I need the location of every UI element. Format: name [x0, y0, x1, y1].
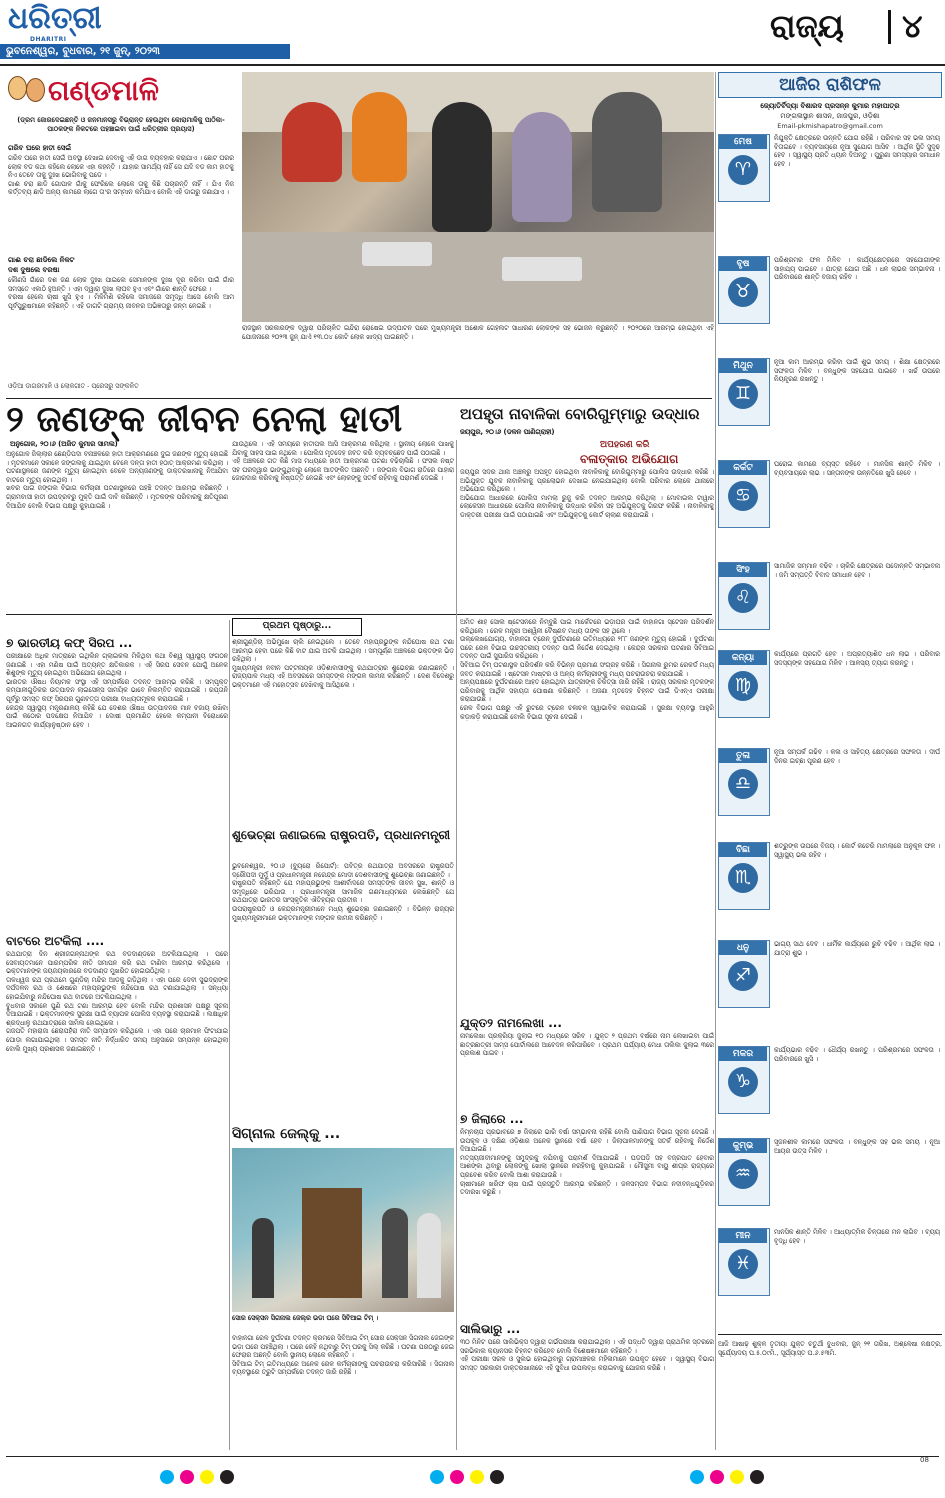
- horoscope-address: ମଙ୍ଗଳାସ୍ଥାନ ଶାସନ, ଜାଜପୁର, ଓଡ଼ିଶା: [780, 112, 880, 120]
- registration-mark-magenta: [710, 1470, 724, 1484]
- continuation-col3-top: ଅମିତ ଶାହ ସୋଲ ଷ୍ଟେସନରେ ନିମ୍ବୁଛି ପାଇ ମାର୍କେଟରେ ଭଡ଼ାଘର ପାଇଁ ବାହାନଗା ସ୍ଟେସନ ପରିଦର୍ଶନ କରିଥିଲେ । ରେଳ ମନ୍ତ୍ରୀ ଅଶ୍ୱିନୀ ବୈଷ୍ଣବ ମଧ୍ୟ ତାଙ୍କ ସହ ଥିଲେ । ଉଲ୍ଲେଖଯୋଗ୍ୟ, ବାହାନଗା ଟ୍ରେନ୍ ଦୁର୍ଘଟଣାରେ ଇତିମଧ୍ୟରେ ୨୮୮ ଜଣଙ୍କ ମୃତ୍ୟୁ ହୋଇଛି । ଦୁର୍ଘଟଣା ପରେ ରେଳ ବିଭାଗ ଉଚ୍ଚସ୍ତରୀୟ ତଦନ୍ତ ପାଇଁ ନିର୍ଦ୍ଦେଶ ଦେଇଥିଲା । କେନ୍ଦ୍ର ସରକାର ଘଟଣାର ସିବିଆଇ ତଦନ୍ତ ପାଇଁ ସୁପାରିସ କରିଥିଲେ । ସିବିଆଇ ଟିମ୍ ଘଟଣାସ୍ଥଳ ପରିଦର୍ଶନ କରି ବିଭିନ୍ନ ପ୍ରମାଣ ସଂଗ୍ରହ କରିଛି । ସିଗନାଲ ରୁମର ରେକର୍ଡ ମଧ୍ୟ ଜବତ କରାଯାଇଛି । ଷ୍ଟେସନ ମାଷ୍ଟର ଓ ଅନ୍ୟ କର୍ମଚାରୀଙ୍କୁ ମଧ୍ୟ ପଚରାଉଚରା କରାଯାଇଛି । ଅନ୍ୟପକ୍ଷରେ ଦୁର୍ଘଟଣାରେ ଆହତ ହୋଇଥିବା ଯାତ୍ରୀଙ୍କ ଚିକିତ୍ସା ଜାରି ରହିଛି । ରାଜ୍ୟ ସରକାର ମୃତକଙ୍କ ପରିବାରକୁ ଆର୍ଥିକ ସହାୟତା ଘୋଷଣା କରିଛନ୍ତି । ଅଜଣା ମୃତଦେହ ଚିହ୍ନଟ ପାଇଁ ଡିଏନ୍ଏ ପରୀକ୍ଷା କରାଯାଉଛି । ରେଳ ବିଭାଗ ପକ୍ଷରୁ ଏହି ରୁଟରେ ଟ୍ରେନ ଚଳାଚଳ ସ୍ୱାଭାବିକ କରାଯାଇଛି । ସୁରକ୍ଷା ବ୍ୟବସ୍ଥା ଆହୁରି କଡ଼ାକଡ଼ି କରାଯାଇଛି ବୋଲି ବିଭାଗ ସୂଚନା ଦେଇଛି ।: [460, 618, 714, 721]
- joint-entrance-body: ନାମଲେଖା ପ୍ରକ୍ରିୟା ଜୁଲାଇ ୧୦ ମଧ୍ୟରେ ସରିବ । ଯୁକ୍ତ ୨ ପ୍ରଥମ ବର୍ଷରେ ନାମ ଲେଖାଇବା ପାଇଁ ଛାତ୍ରଛାତ୍ରୀ ସାମ୍ସ ପୋର୍ଟାଲରେ ଆବେଦନ କରିପାରିବେ । ପ୍ରଥମ ପର୍ଯ୍ୟାୟ ମେଧା ତାଲିକା ଜୁଲାଇ ୩ରେ ପ୍ରକାଶ ପାଇବ ।: [460, 1032, 714, 1058]
- sign-box: [718, 940, 770, 1008]
- cm-meal-photo: [242, 72, 714, 322]
- column-separator: [229, 620, 230, 1450]
- sign-name: ସିଂହ: [719, 563, 767, 577]
- lead-headline: ୨ ଜଣଙ୍କ ଜୀବନ ନେଲା ହାତୀ: [6, 399, 403, 440]
- sign-name: ମକର: [719, 1047, 767, 1061]
- dateline-bar: [0, 44, 290, 59]
- blocked-heading: ବାଟରେ ଅଟକିଲା ....: [6, 934, 105, 948]
- sign-row: [718, 562, 940, 658]
- sign-forecast: ଘରୋଇ କାମରେ ବ୍ୟସ୍ତ ରହିବେ । ମାନସିକ ଶାନ୍ତି ମିଳିବ । ବ୍ୟବସାୟରେ ଲାଭ । ସନ୍ତାନଙ୍କ ଉନ୍ନତିରେ ଖୁସି ହେବେ ।: [774, 460, 940, 477]
- sign-forecast: ନୂଆ ସମ୍ପର୍କ ଗଢିବ । କଳା ଓ ସାହିତ୍ୟ କ୍ଷେତ୍ରରେ ସଫଳତା । ଦୀର୍ଘ ଦିନର ଇଚ୍ଛା ପୂରଣ ହେବ ।: [774, 748, 940, 765]
- sign-name: ମୀନ: [719, 1229, 767, 1243]
- sign-name: ବିଛା: [719, 843, 767, 857]
- gandamali-body-2: କୌଣସି ଗାଁରେ ଦଶ ଜଣ ଲୋକ ଦୁଃଖ ପାଇଲେ ସେମାନଙ୍କ ଦୁଃଖ ଦୂର କରିବା ପାଇଁ ଗାଁର ସମସ୍ତେ ଏକାଠି ହୁଅନ୍ତି । ଏହା ଦ୍ୱାରା ଦୁଃଖ ଲାଘବ ହୁଏ ଏବଂ ଗାଁରେ ଶାନ୍ତି ଫେରେ । ବରଷା ହେଲେ ଚାଷୀ ଖୁସି ହୁଏ । ମିଳିମିଶି ରହିଲେ ସମାଜରେ ସମୃଦ୍ଧି ଆସେ ବୋଲି ଆମ ପୂର୍ବପୁରୁଷମାନେ କହିଛନ୍ତି । ଏହି ଡାଗଟି ଗ୍ରାମ୍ୟ ଜୀବନର ଅଭିଜ୍ଞତାରୁ ଜନ୍ମ ନେଇଛି ।: [8, 276, 234, 310]
- second-body: ଜୟପୁର ସଦର ଥାନା ଅଞ୍ଚଳରୁ ଅପହୃତ ହୋଇଥିବା ନାବାଳିକାକୁ ବୋରିଗୁମ୍ମାରୁ ପୋଲିସ ଉଦ୍ଧାର କରିଛି । ଅଭିଯୁକ୍ତ ଯୁବକ ନାବାଳିକାକୁ ପ୍ରଲୋଭନ ଦେଖାଇ ନେଇଯାଇଥିଲା ବୋଲି ପରିବାର ଲୋକେ ଥାନାରେ ଅଭିଯୋଗ କରିଥିଲେ । ଅଭିଯୋଗ ଆଧାରରେ ପୋଲିସ ମାମଲା ରୁଜୁ କରି ତଦନ୍ତ ଆରମ୍ଭ କରିଥିଲା । ମୋବାଇଲ ଟାୱାର ଲୋକେସନ ଆଧାରରେ ପୋଲିସ ନାବାଳିକାକୁ ଉଦ୍ଧାର କରିବା ସହ ଅଭିଯୁକ୍ତକୁ ଗିରଫ କରିଛି । ନାବାଳିକାକୁ ଡାକ୍ତରୀ ପରୀକ୍ଷା ପାଇଁ ପଠାଯାଇଛି ଏବଂ ଅଭିଯୁକ୍ତକୁ କୋର୍ଟ ଚାଲାଣ କରାଯାଇଛି ।: [460, 468, 714, 519]
- registration-mark-black: [750, 1470, 764, 1484]
- sign-box: [718, 1138, 770, 1206]
- horoscope-astrologer: ଜ୍ୟୋତିର୍ବିଦ୍ୟା ବିଶାରଦ ପ୍ରସନ୍ନ କୁମାର ମହାପାତ୍ର: [760, 102, 900, 110]
- sign-box: [718, 256, 770, 324]
- registration-mark-yellow: [470, 1470, 484, 1484]
- libra-icon: ♎: [728, 769, 758, 799]
- gemini-icon: ♊: [728, 379, 758, 409]
- sign-box: [718, 1228, 770, 1296]
- seven-district-heading: ୭ ଜିଲାରେ ...: [460, 1112, 524, 1126]
- greetings-heading: ଶୁଭେଚ୍ଛା ଜଣାଇଲେ ରାଷ୍ଟ୍ରପତି, ପ୍ରଧାନମନ୍ତ୍ରୀ: [232, 828, 451, 842]
- panchang-divider: [718, 1334, 942, 1335]
- footer-rule: [6, 1456, 939, 1457]
- aquarius-icon: ♒: [728, 1159, 758, 1189]
- lead-dateline: ଅନୁଗୋଳ, ୨୦।୬ (ଅଜିତ କୁମାର ସାମଲ): [10, 440, 118, 448]
- seven-district-body: ନିମ୍ନଚାପ ପ୍ରଭାବରେ ୭ ଜିଲାରେ ଭାରି ବର୍ଷା ସମ୍ଭାବନା ରହିଛି ବୋଲି ପାଣିପାଗ ବିଭାଗ ସୂଚନା ଦେଇଛି । ଉପକୂଳ ଓ ଦକ୍ଷିଣ ଓଡ଼ିଶାର ଅନେକ ସ୍ଥାନରେ ବର୍ଷା ହେବ । ଜିଲାପାଳମାନଙ୍କୁ ସତର୍କ ରହିବାକୁ ନିର୍ଦ୍ଦେଶ ଦିଆଯାଇଛି । ମତ୍ସ୍ୟଜୀବୀମାନଙ୍କୁ ସମୁଦ୍ରକୁ ନଯିବାକୁ ପରାମର୍ଶ ଦିଆଯାଇଛି । ଘଡ଼ଘଡ଼ି ସହ ବଜ୍ରପାତ ହେବାର ଆଶଙ୍କା ଥିବାରୁ ଲୋକଙ୍କୁ ଖୋଲା ସ୍ଥାନରେ ନରହିବାକୁ କୁହାଯାଇଛି । ମୌସୁମୀ ବାୟୁ ଶୀଘ୍ର ରାଜ୍ୟରେ ପ୍ରବେଶ କରିବ ବୋଲି ଆଶା କରାଯାଉଛି । ଚାଷୀମାନେ ଖରିଫ ଚାଷ ପାଇଁ ପ୍ରସ୍ତୁତି ଆରମ୍ଭ କରିଛନ୍ତି । ଜଳସମ୍ପଦ ବିଭାଗ ନଦୀବନ୍ଧଗୁଡ଼ିକର ତଦାରଖ କରୁଛି ।: [460, 1128, 714, 1197]
- sign-name: ତୁଳା: [719, 749, 767, 763]
- sign-forecast: ସାମାଜିକ ସମ୍ମାନ ବଢିବ । ଚାକିରି କ୍ଷେତ୍ରରେ ପଦୋନ୍ନତି ସମ୍ଭାବନା । ଜମି ସମ୍ପତ୍ତି ବିବାଦ ସମାଧାନ ହେବ ।: [774, 562, 940, 579]
- registration-mark-cyan: [160, 1470, 174, 1484]
- dateline: ଭୁବନେଶ୍ୱର, ବୁଧବାର, ୨୧ ଜୁନ୍, ୨୦୨୩: [6, 46, 160, 57]
- sign-forecast: ସୃଜନଶୀଳ କାମରେ ସଫଳତା । ବନ୍ଧୁଙ୍କ ସହ ଭଲ ସମୟ । ନୂଆ ଆୟର ଉତ୍ସ ମିଳିବ ।: [774, 1138, 940, 1155]
- signal-heading: ସିଗ୍ନାଲ ଜେଲ୍‌କୁ ...: [232, 1126, 341, 1142]
- sign-forecast: ପରିଶ୍ରମର ଫଳ ମିଳିବ । କାର୍ଯ୍ୟକ୍ଷେତ୍ରରେ ସହଯୋଗୀଙ୍କ ସାହାଯ୍ୟ ପାଇବେ । ଯାତ୍ରା ଯୋଗ ଅଛି । ଧନ ଲାଭର ସମ୍ଭାବନା । ପରିବାରରେ ଶାନ୍ତି ବଜାୟ ରହିବ ।: [774, 256, 940, 282]
- sign-row: [718, 1046, 940, 1142]
- sign-box: [718, 562, 770, 630]
- registration-mark-magenta: [450, 1470, 464, 1484]
- paper-name-latin: DHARITRI: [30, 36, 67, 43]
- sign-row: [718, 358, 940, 454]
- sign-row: [718, 256, 940, 352]
- signal-body: ବାହାନଗା ରେଳ ଦୁର୍ଘଟଣା ତଦନ୍ତ କ୍ରମରେ ସିବିଆଇ ଟିମ୍ ସୋର ସେକ୍ସନ ସିଗନାଲ ଜେଇଙ୍କ ଭଡ଼ା ଘରେ ପହଞ୍ଚିଥିଲା । ଘରେ କେହି ନଥିବାରୁ ଟିମ୍ ଘରକୁ ସିଲ୍ କରିଛି । ଘଟଣା ପରଠାରୁ ଜେଇ ଫେରାର ଅଛନ୍ତି ବୋଲି ସ୍ଥାନୀୟ ଲୋକେ କହିଛନ୍ତି । ସିବିଆଇ ଟିମ୍ ଇତିମଧ୍ୟରେ ଅନେକ ରେଳ କର୍ମଚାରୀଙ୍କୁ ପଚରାଉଚରା କରିସାରିଛି । ସିଗନାଲ ବ୍ୟବସ୍ଥାରେ ତ୍ରୁଟି ସମ୍ପର୍କରେ ତଦନ୍ତ ଜାରି ରହିଛି ।: [232, 1334, 454, 1377]
- sign-box: [718, 134, 770, 202]
- sign-name: ମିଥୁନ: [719, 359, 767, 373]
- masthead-rule: [0, 64, 945, 66]
- sign-box: [718, 1046, 770, 1114]
- section-divider: [888, 10, 891, 44]
- registration-mark-cyan: [430, 1470, 444, 1484]
- blocked-body: ରଥଯାତ୍ରା ଦିନ ଶ୍ରୀଜଗନ୍ନାଥଙ୍କ ରଥ ବଡଦାଣ୍ଡରେ ଅଟକିଯାଇଥିଲା । ପରେ ସେବାୟତମାନେ ପାରମ୍ପରିକ ନୀତି ସମାପନ କରି ରଥ ଟାଣିବା ଆରମ୍ଭ କରିଥିଲେ । ଭକ୍ତମାନଙ୍କ ଜୟଜୟକାରରେ ବଡଦାଣ୍ଡ ମୁଖରିତ ହୋଇଉଠିଥିଲା । ତାଳଧ୍ୱଜ ରଥ ପ୍ରଥମେ ଗୁଣ୍ଡିଚା ମନ୍ଦିର ଆଡ଼କୁ ଗଡ଼ିଥିଲା । ଏହା ପରେ ଦେବୀ ସୁଭଦ୍ରାଙ୍କ ଦର୍ପଦଳନ ରଥ ଓ ଶେଷରେ ମହାପ୍ରଭୁଙ୍କ ନନ୍ଦିଘୋଷ ରଥ ଟଣାଯାଇଥିଲା । ସନ୍ଧ୍ୟା ହୋଇଯିବାରୁ ନନ୍ଦିଘୋଷ ରଥ ବାଟରେ ଅଟକିଯାଇଥିଲା । ବୁଧବାର ସକାଳେ ପୁଣି ରଥ ଟଣା ଆରମ୍ଭ ହେବ ବୋଲି ମନ୍ଦିର ପ୍ରଶାସନ ପକ୍ଷରୁ ସୂଚନା ଦିଆଯାଇଛି । ଭକ୍ତମାନଙ୍କ ସୁରକ୍ଷା ପାଇଁ ବ୍ୟାପକ ପୋଲିସ ବ୍ୟବସ୍ଥା କରାଯାଇଛି । ଲକ୍ଷାଧିକ ଶ୍ରଦ୍ଧାଳୁ ରଥଯାତ୍ରାରେ ସାମିଲ ହୋଇଥିଲେ । ଗଜପତି ମହାରାଜା ଛେରାପହଁରା ନୀତି ସମ୍ପାଦନ କରିଥିଲେ । ଏହା ପରେ ଚାରମାଳ ଫିଟାଯାଇ ଘୋଡ଼ା ଲଗାଯାଇଥିଲା । ସମସ୍ତ ନୀତି ନିର୍ଦ୍ଧାରିତ ସମୟ ଅନୁସାରେ ସମ୍ପନ୍ନ ହୋଇଥିଲା ବୋଲି ମୁଖ୍ୟ ପ୍ରଶାସକ ଜଣାଇଛନ୍ତି ।: [6, 950, 228, 1053]
- capricorn-icon: ♑: [728, 1067, 758, 1097]
- section-title: ରାଜ୍ୟ: [770, 7, 844, 45]
- paper-logo: [8, 2, 118, 38]
- salibhara-body: ୩୦ ମିନିଟ ପରେ ସାଲିଭିକ୍ସ ଦ୍ୱାରା ଗର୍ଭପରୀକ୍ଷା କରାଯାଇଥିଲା । ଏହି ପଦ୍ଧତି ଦ୍ୱାରା ପ୍ରାଥମିକ ସ୍ତରରେ ସରଭିକାଲ କ୍ୟାନସର ଚିହ୍ନଟ କରିହେବ ବୋଲି ବିଶେଷଜ୍ଞମାନେ କହିଛନ୍ତି । ଏହି ପରୀକ୍ଷା ସରଳ ଓ ସୁଲଭ ହୋଇଥିବାରୁ ଗ୍ରାମାଞ୍ଚଳର ମହିଳାମାନେ ଉପକୃତ ହେବେ । ସ୍ୱାସ୍ଥ୍ୟ ବିଭାଗ ସମସ୍ତ ସରକାରୀ ଡାକ୍ତରଖାନାରେ ଏହି ସୁବିଧା ଉପଲବ୍ଧ କରାଇବାକୁ ଯୋଜନା କରିଛି ।: [460, 1338, 714, 1372]
- gandamali-column: [6, 72, 236, 397]
- cough-syrup-body: ପରୀକ୍ଷାରେ ଅଧିକ ମାତ୍ରାରେ ଇଥିଲିନ ଗ୍ଲାଇକଲ ମିଳିଥିବା କଥା ବିଶ୍ୱ ସ୍ୱାସ୍ଥ୍ୟ ସଂଗଠନ ଜଣାଇଛି । ଏହା ମଣିଷ ପାଇଁ ଅତ୍ୟନ୍ତ କ୍ଷତିକାରକ । ଏହି ସିରପ ସେବନ ଯୋଗୁଁ ଅନେକ ଶିଶୁଙ୍କ ମୃତ୍ୟୁ ହୋଇଥିବା ଅଭିଯୋଗ ହୋଇଥିଲା । ଭାରତର ଔଷଧ ନିୟାମକ ସଂସ୍ଥା ଏହି ସମ୍ପର୍କରେ ତଦନ୍ତ ଆରମ୍ଭ କରିଛି । ସମ୍ପୃକ୍ତ କମ୍ପାନୀଗୁଡ଼ିକର ଉତ୍ପାଦନ ଲାଇସେନ୍ସ ସାମୟିକ ଭାବେ ନିଲମ୍ବିତ କରାଯାଇଛି । ରପ୍ତାନି ପୂର୍ବରୁ ସମସ୍ତ କଫ୍ ସିରପର ଗୁଣବତ୍ତା ପରୀକ୍ଷା ବାଧ୍ୟତାମୂଳକ କରାଯାଇଛି । କେନ୍ଦ୍ର ସ୍ୱାସ୍ଥ୍ୟ ମନ୍ତ୍ରଣାଳୟ କହିଛି ଯେ ଦେଶର ଔଷଧ ଉତ୍ପାଦନର ମାନ ବଜାୟ ରଖିବା ପାଇଁ କଠୋର ପଦକ୍ଷେପ ନିଆଯିବ । ଦୋଷୀ ପ୍ରମାଣିତ ହେଲେ କମ୍ପାନୀ ବିରୋଧରେ ଆଇନଗତ କାର୍ଯ୍ୟାନୁଷ୍ଠାନ ହେବ ।: [6, 652, 228, 729]
- gandamali-title: ଗଣ୍ଡମାଳି: [48, 74, 159, 107]
- second-dateline: ଜୟପୁର, ୨୦।୬ (ଡଳନ ପାଣିଗ୍ରାହୀ): [460, 428, 555, 436]
- signal-photo: [232, 1148, 454, 1312]
- second-kicker: ଅପହରଣ କରି: [600, 440, 650, 450]
- column-separator: [715, 72, 716, 1450]
- gandamali-sub1: ଗରିବ ଘରେ ହାତୀ ସେଇଁ: [8, 144, 72, 152]
- second-headline: ଅପହୃତା ନାବାଳିକା ବୋରିଗୁମ୍ମାରୁ ଉଦ୍ଧାର: [460, 405, 700, 423]
- aries-icon: ♈: [728, 155, 758, 185]
- virgo-icon: ♍: [728, 671, 758, 701]
- sign-row: [718, 650, 940, 746]
- footer-bar: [0, 1456, 945, 1498]
- section-label: [770, 6, 940, 52]
- sign-box: [718, 358, 770, 426]
- second-subhead: ବଳାତ୍କାର ଅଭିଯୋଗ: [580, 452, 679, 466]
- sign-row: [718, 842, 940, 938]
- sign-box: [718, 650, 770, 718]
- masthead: [0, 0, 945, 68]
- gandamali-intro: (ଡ୍ରମ ଜୋରଦେଇଛନ୍ତି ଓ ଜନମାନସରୁ ବିଭ୍ରାନ୍ତ ହେଉଥିବା କୋରାମାଳିକୁ ପାଠିକା-ପାଠକଙ୍କ ନିକଟରେ ପହଞ୍ଚାଇବା ପାଇଁ ଧରିତ୍ରୀର ପ୍ରୟାସ): [17, 116, 225, 133]
- leo-icon: ♌: [728, 583, 758, 613]
- sign-row: [718, 1228, 940, 1324]
- column-separator: [456, 440, 457, 1450]
- gandamali-sub2: ଗାଈ ଚରା ଛାଡିଲେ ନିକଟ: [8, 256, 75, 264]
- lead-body-col2: ଯାଉଥିଲେ । ଏହି ସମୟରେ ହାତୀପଲ ଆସି ଆକ୍ରମଣ କରିଥିଲା । ସ୍ଥାନୀୟ ଲୋକେ ପାଖକୁ ଯିବାକୁ ସାହସ ପାଇ ନଥିଲେ । ପୋଲିସ ମୃତଦେହ ଜବତ କରି ବ୍ୟବଚ୍ଛେଦ ପାଇଁ ପଠାଇଛି । ଏହି ଅଞ୍ଚଳରେ ଗତ କିଛି ମାସ ମଧ୍ୟରେ ହାତୀ ଆକ୍ରମଣ ଘଟଣା ବଢିଚାଲିଛି । ଫସଲ ନଷ୍ଟ ସହ ଘରଦ୍ୱାର ଭାଙ୍ଗୁଥିବାରୁ ଲୋକେ ଆତଙ୍କିତ ଅଛନ୍ତି । ଜଙ୍ଗଲ ବିଭାଗ ରାତିରେ ପାହାରା ଜୋରଦାର କରିବାକୁ ନିଷ୍ପତ୍ତି ନେଇଛି ଏବଂ ଲୋକଙ୍କୁ ସତର୍କ ରହିବାକୁ ପରାମର୍ଶ ଦେଇଛି ।: [232, 440, 454, 483]
- cm-photo-caption: ରାଜସ୍ଥାନ ସରକାରଙ୍କ ଦ୍ୱାରା ପରିଚାଳିତ ଇନ୍ଦିରା ରୋଷେଇ ଉଦ୍‌ଘାଟନ ପରେ ମୁଖ୍ୟମନ୍ତ୍ରୀ ଅଶୋକ ଗେହଲଟ ସାଧାରଣ ଲୋକଙ୍କ ସହ ଭୋଜନ କରୁଛନ୍ତି । ୨୦୨୦ରେ ଆରମ୍ଭ ହୋଇଥିବା ଏହି ଯୋଜନାରେ ୨୦୨୩ ଜୁନ୍ ଯାଏଁ ୧୩.୦୪ କୋଟି ଲୋକ ଖାଦ୍ୟ ପାଇଛନ୍ତି ।: [242, 324, 714, 341]
- sagittarius-icon: ♐: [728, 961, 758, 991]
- registration-mark-magenta: [180, 1470, 194, 1484]
- horoscope-column: [718, 72, 942, 1450]
- continuation-label: [232, 618, 362, 636]
- sign-row: [718, 748, 940, 844]
- sign-row: [718, 1138, 940, 1234]
- page-number: ୪: [902, 7, 923, 45]
- panchang-text: ଆଜି ଆଷାଢ଼ ଶୁକ୍ଳ ତୃତୀୟା ଯୁକ୍ତ ଚତୁର୍ଥୀ ବୁଧବାର, ଜୁନ୍ ୨୧ ତାରିଖ, ଅଶ୍ଳେଷା ନକ୍ଷତ୍ର, ସୂର୍ଯ୍ୟୋଦୟ ଘ.୫.୦୯ମି., ସୂର୍ଯ୍ୟାସ୍ତ ଘ.୬.୫୩ମି.: [718, 1340, 942, 1357]
- sign-name: କନ୍ୟା: [719, 651, 767, 665]
- footer-page-code: 08: [920, 1456, 929, 1464]
- registration-mark-yellow: [730, 1470, 744, 1484]
- sign-forecast: ନିଯୁକ୍ତି କ୍ଷେତ୍ରରେ ଉନ୍ନତି ଯୋଗ ରହିଛି । ପରିବାର ସହ ଭଲ ସମୟ ବିତାଇବେ । ବ୍ୟବସାୟରେ ନୂଆ ସୁଯୋଗ ଆସିବ । ଆର୍ଥିକ ସ୍ଥିତି ସୁଦୃଢ ହେବ । ସ୍ୱାସ୍ଥ୍ୟ ପ୍ରତି ଧ୍ୟାନ ଦିଅନ୍ତୁ । ପୁରୁଣା ସମସ୍ୟାର ସମାଧାନ ହେବ ।: [774, 134, 940, 168]
- pisces-icon: ♓: [728, 1249, 758, 1279]
- sign-forecast: ମାନସିକ ଶାନ୍ତି ମିଳିବ । ଆଧ୍ୟାତ୍ମିକ ଚିନ୍ତାରେ ମନ ଲାଗିବ । ବ୍ୟୟ ବୃଦ୍ଧି ହେବ ।: [774, 1228, 940, 1245]
- registration-mark-black: [220, 1470, 234, 1484]
- signal-photo-caption: ସୋର ସେକ୍ସନ ସିଗନାଲ ଜେଲ୍‌ର ଭଡା ଘରେ ସିବିଆଇ ଟିମ୍ ।: [232, 1314, 379, 1322]
- sign-forecast: କାର୍ଯ୍ୟରେ ପ୍ରଗତି ହେବ । ଅପ୍ରତ୍ୟାଶିତ ଧନ ଲାଭ । ପରିବାର ସଦସ୍ୟଙ୍କ ସହଯୋଗ ମିଳିବ । ଆଳସ୍ୟ ତ୍ୟାଗ କରନ୍ତୁ ।: [774, 650, 940, 667]
- salibhara-heading: ସାଲିଭାରୁ ...: [460, 1322, 521, 1336]
- sign-forecast: ଭାଗ୍ୟ ସାଥ ଦେବ । ଧାର୍ମିକ କାର୍ଯ୍ୟରେ ରୁଚି ବଢିବ । ଆର୍ଥିକ ଲାଭ । ଯାତ୍ରା ଶୁଭ ।: [774, 940, 940, 957]
- horoscope-email: Email-pkmishapatro@gmail.com: [777, 122, 883, 130]
- registration-mark-yellow: [200, 1470, 214, 1484]
- lead-body-col1: ଅନୁଗୋଳ ଜିଲ୍ଲାର ଛେଣ୍ଡିପଦା ବନାଞ୍ଚଳରେ ହାତୀ ଆକ୍ରମଣରେ ଦୁଇ ଜଣଙ୍କ ମୃତ୍ୟୁ ହୋଇଛି । ମୃତକମାନେ ସକାଳେ ଜଙ୍ଗଲକୁ ଯାଇଥିବା ବେଳେ ଦନ୍ତା ହାତୀ ହଠାତ୍ ଆକ୍ରମଣ କରିଥିଲା । ଘଟଣାସ୍ଥଳରେ ଜଣଙ୍କ ମୃତ୍ୟୁ ହୋଇଥିବା ବେଳେ ଅନ୍ୟଜଣଙ୍କୁ ଡାକ୍ତରଖାନାକୁ ନିଆଯିବା ବାଟରେ ମୃତ୍ୟୁ ହୋଇଥିଲା । ଖବର ପାଇ ଜଙ୍ଗଲ ବିଭାଗ କର୍ମଚାରୀ ଘଟଣାସ୍ଥଳରେ ପହଞ୍ଚି ତଦନ୍ତ ଆରମ୍ଭ କରିଛନ୍ତି । ଗ୍ରାମବାସୀ ହାତୀ ଉପଦ୍ରବରୁ ମୁକ୍ତି ପାଇଁ ଦାବି କରିଛନ୍ତି । ମୃତକଙ୍କ ପରିବାରକୁ କ୍ଷତିପୂରଣ ଦିଆଯିବ ବୋଲି ବିଭାଗ ପକ୍ଷରୁ କୁହାଯାଇଛି ।: [6, 450, 228, 510]
- sign-forecast: ଶତ୍ରୁଙ୍କ ଉପରେ ବିଜୟ । କୋର୍ଟ କଚେରି ମାମଲାରେ ଅନୁକୂଳ ଫଳ । ସ୍ୱାସ୍ଥ୍ୟ ଭଲ ରହିବ ।: [774, 842, 940, 859]
- sign-box: [718, 748, 770, 816]
- horoscope-title: ଆଜିର ରାଶିଫଳ: [779, 75, 881, 95]
- continuation-col2-top: ଶ୍ରୀଗୁଣ୍ଡିଚା ଅଭିମୁଖେ ଚାଲି ନେଇଥିଲେ । ତେବେ ମହାପ୍ରଭୁଙ୍କ ନନ୍ଦିଘୋଷ ରଥ ଟଣା ଆରମ୍ଭ ହେବା ପରେ କିଛି ବାଟ ଯାଇ ଅଟକି ଯାଇଥିଲା । ସମ୍ପୂର୍ଣ୍ଣ ଅଞ୍ଚଳରେ ଭକ୍ତଙ୍କ ଭିଡ଼ ରହିଥିଲା । ମୁଖ୍ୟମନ୍ତ୍ରୀ ନବୀନ ପଟ୍ଟନାୟକ ଓଡ଼ିଶାବାସୀଙ୍କୁ ରଥଯାତ୍ରାର ଶୁଭେଚ୍ଛା ଜଣାଇଛନ୍ତି । ରାଜ୍ୟପାଳ ମଧ୍ୟ ଏହି ଅବସରରେ ସମସ୍ତଙ୍କ ମଙ୍ଗଳ କାମନା କରିଛନ୍ତି । ଦେଶ ବିଦେଶରୁ ଭକ୍ତମାନେ ଏହି ମହୋତ୍ସବ ଦେଖିବାକୁ ଆସିଥିଲେ ।: [232, 638, 454, 689]
- gandamali-credit: ଓଡ଼ିଆ ଡାଗରମାଳି ଓ ଲୋକଗୀତ - ପ୍ରେସରୁ ସଙ୍କଳିତ: [8, 382, 139, 390]
- sign-name: କୁମ୍ଭ: [719, 1139, 767, 1153]
- continuation-label-text: ପ୍ରଥମ ପୃଷ୍ଠାରୁ...: [262, 621, 332, 631]
- sign-name: କର୍କଟ: [719, 461, 767, 475]
- sign-box: [718, 460, 770, 528]
- gandamali-sub3: ଦଶ ଦୁଷଲେ ବରଷା: [8, 266, 60, 274]
- joint-entrance-heading: ଯୁକ୍ତ୨ ନାମଲେଖା ...: [460, 1016, 562, 1030]
- cancer-icon: ♋: [728, 481, 758, 511]
- paper-name: ଧରିତ୍ରୀ: [8, 1, 102, 36]
- sign-name: ବୃଷ: [719, 257, 767, 271]
- greetings-body: ଭୁବନେଶ୍ୱର, ୨୦।୬ (ବ୍ୟୁରୋ ରିପୋର୍ଟ): ପବିତ୍ର ରଥଯାତ୍ରା ଅବସରରେ ରାଷ୍ଟ୍ରପତି ଦ୍ରୌପଦୀ ମୁର୍ମୁ ଓ ପ୍ରଧାନମନ୍ତ୍ରୀ ନରେନ୍ଦ୍ର ମୋଦୀ ଦେଶବାସୀଙ୍କୁ ଶୁଭେଚ୍ଛା ଜଣାଇଛନ୍ତି । ରାଷ୍ଟ୍ରପତି କହିଛନ୍ତି ଯେ ମହାପ୍ରଭୁଙ୍କ ଆଶୀର୍ବାଦରେ ସମସ୍ତଙ୍କ ଜୀବନ ସୁଖ, ଶାନ୍ତି ଓ ସମୃଦ୍ଧିରେ ଭରିଯାଉ । ପ୍ରଧାନମନ୍ତ୍ରୀ ସାମାଜିକ ଗଣମାଧ୍ୟମରେ ଲେଖିଛନ୍ତି ଯେ ରଥଯାତ୍ରା ଭାରତର ସାଂସ୍କୃତିକ ଐତିହ୍ୟର ପ୍ରତୀକ । ଉପରାଷ୍ଟ୍ରପତି ଓ କେନ୍ଦ୍ରମନ୍ତ୍ରୀମାନେ ମଧ୍ୟ ଶୁଭେଚ୍ଛା ଜଣାଇଛନ୍ତି । ବିଭିନ୍ନ ରାଜ୍ୟର ମୁଖ୍ୟମନ୍ତ୍ରୀମାନେ ଭକ୍ତମାନଙ୍କ ମଙ୍ଗଳ କାମନା କରିଛନ୍ତି ।: [232, 862, 454, 922]
- sign-forecast: କାର୍ଯ୍ୟଭାର ବଢିବ । ଧୈର୍ଯ୍ୟ ରଖନ୍ତୁ । ପରିଶ୍ରମରେ ସଫଳତା । ପରିବାରରେ ଖୁସି ।: [774, 1046, 940, 1063]
- registration-mark-cyan: [690, 1470, 704, 1484]
- sign-name: ମେଷ: [719, 135, 767, 149]
- registration-mark-black: [490, 1470, 504, 1484]
- sign-forecast: ନୂଆ କାମ ଆରମ୍ଭ କରିବା ପାଇଁ ଶୁଭ ସମୟ । ଶିକ୍ଷା କ୍ଷେତ୍ରରେ ସଫଳତା ମିଳିବ । ବନ୍ଧୁଙ୍କ ସହଯୋଗ ପାଇବେ । ଖର୍ଚ୍ଚ ଉପରେ ନିୟନ୍ତ୍ରଣ ରଖନ୍ତୁ ।: [774, 358, 940, 384]
- sign-row: [718, 940, 940, 1036]
- gandamali-faces-icon: [6, 72, 46, 112]
- sign-row: [718, 134, 940, 230]
- sign-row: [718, 460, 940, 556]
- continuation-rule: [6, 614, 712, 615]
- horoscope-title-bar: [718, 72, 942, 98]
- sign-name: ଧନୁ: [719, 941, 767, 955]
- taurus-icon: ♉: [728, 277, 758, 307]
- sign-box: [718, 842, 770, 910]
- cough-syrup-heading: ୭ ଭାରତୀୟ କଫ୍ ସିରପ ...: [6, 636, 133, 650]
- gandamali-body-1: ଗରିବ ଘରେ ହାତୀ ସେଇଁ ଅବସ୍ଥା ଦେଖାଇ ଦେବାକୁ ଏହି ଡାଗ ବ୍ୟବହାର କରାଯାଏ । ଛୋଟ ଘରର ଲୋକ ବଡ କଥା କହିଲେ ଲୋକେ ଏହା କହନ୍ତି । ଯାହାର ସାମର୍ଥ୍ୟ ନାହିଁ ସେ ଯଦି ବଡ କାମ ହାତକୁ ନିଏ ତେବେ ତାକୁ ଦୁଃଖ ଭୋଗିବାକୁ ପଡେ । ଗାଈ ଚରା ଛାଡି ଗୋପାଳ ଗାଁକୁ ଫେରିଲେ ଲୋକେ ତାକୁ କିଛି ପଚାରନ୍ତି ନାହିଁ । ଯିଏ ନିଜ କର୍ତ୍ତବ୍ୟ ଛାଡି ଅନ୍ୟ କାମରେ ଲାଗେ ତା'ର ସମ୍ମାନ କମିଯାଏ ବୋଲି ଏହି ଡାଗରୁ ଜଣାଯାଏ ।: [8, 154, 234, 197]
- scorpio-icon: ♏: [728, 863, 758, 893]
